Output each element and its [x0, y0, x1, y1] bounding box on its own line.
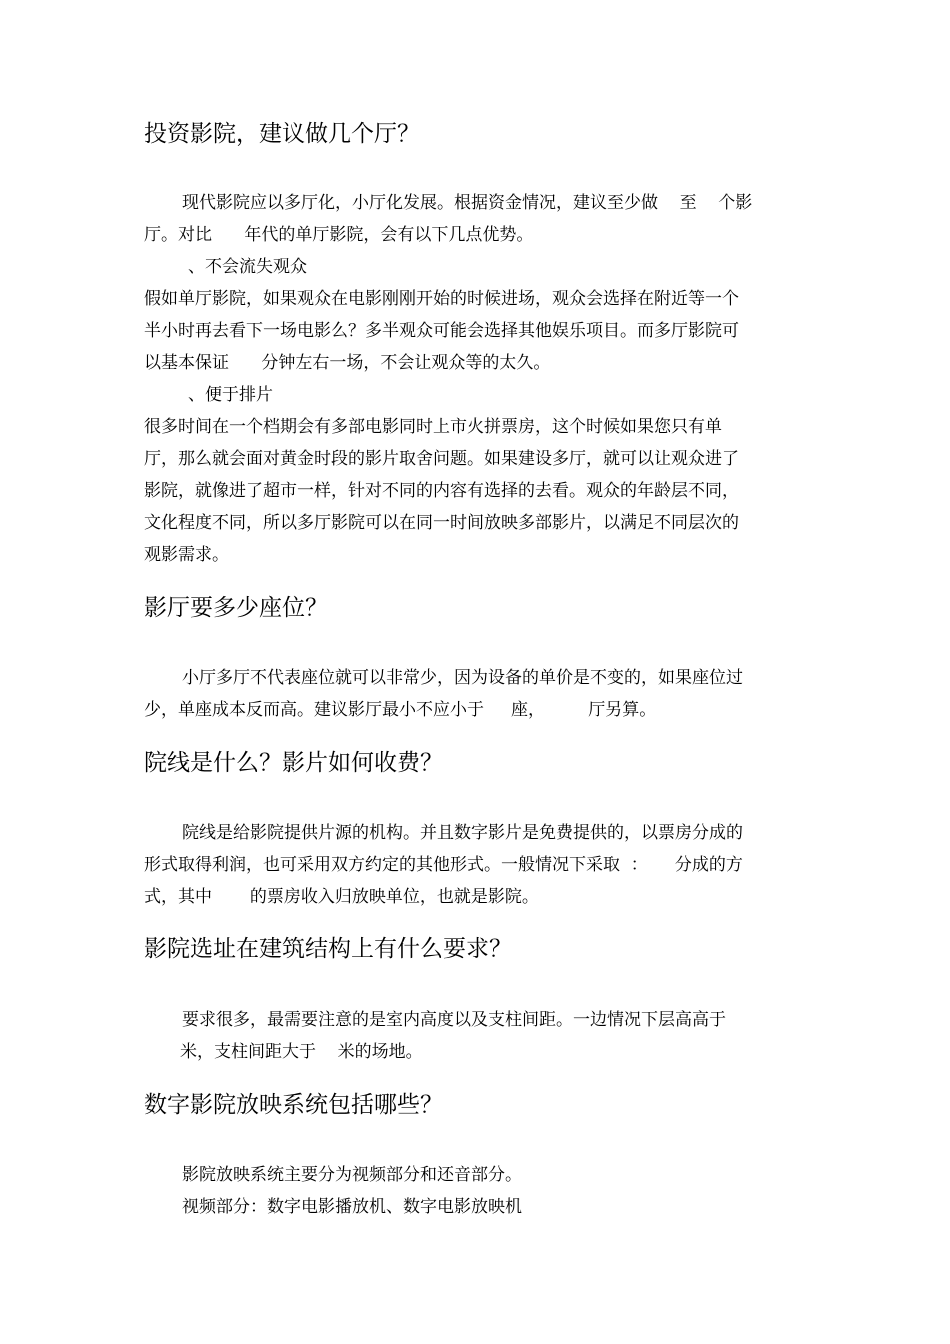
- paragraph-line: 以基本保证 分钟左右一场，不会让观众等的太久。: [144, 353, 551, 373]
- section-heading-investment: 投资影院，建议做几个厅？: [144, 121, 420, 147]
- paragraph-line: 小厅多厅不代表座位就可以非常少，因为设备的单价是不变的，如果座位过: [182, 668, 743, 688]
- paragraph-line: 影院放映系统主要分为视频部分和还音部分。: [182, 1165, 522, 1185]
- subheading-easy-scheduling: 、便于排片: [188, 385, 273, 405]
- paragraph-line: 很多时间在一个档期会有多部电影同时上市火拼票房，这个时候如果您只有单: [144, 417, 722, 437]
- paragraph-line: 米，支柱间距大于 米的场地。: [180, 1042, 423, 1062]
- paragraph-line: 半小时再去看下一场电影么？多半观众可能会选择其他娱乐项目。而多厅影院可: [144, 321, 739, 341]
- paragraph-line: 文化程度不同，所以多厅影院可以在同一时间放映多部影片，以满足不同层次的: [144, 513, 739, 533]
- paragraph-line: 式，其中 的票房收入归放映单位，也就是影院。: [144, 887, 539, 907]
- paragraph-line: 形式取得利润，也可采用双方约定的其他形式。一般情况下采取 ： 分成的方: [144, 855, 743, 875]
- paragraph-line: 假如单厅影院，如果观众在电影刚刚开始的时候进场，观众会选择在附近等一个: [144, 289, 739, 309]
- section-heading-projection-system: 数字影院放映系统包括哪些？: [144, 1092, 443, 1118]
- paragraph-line: 影院，就像进了超市一样，针对不同的内容有选择的去看。观众的年龄层不同，: [144, 481, 739, 501]
- paragraph-line: 要求很多，最需要注意的是室内高度以及支柱间距。一边情况下层高高于: [182, 1010, 726, 1030]
- paragraph-line: 视频部分：数字电影播放机、数字电影放映机: [182, 1197, 522, 1217]
- paragraph-line: 观影需求。: [144, 545, 229, 565]
- section-heading-site-requirements: 影院选址在建筑结构上有什么要求？: [144, 936, 512, 962]
- subheading-no-audience-loss: 、不会流失观众: [188, 257, 307, 277]
- paragraph-line: 现代影院应以多厅化，小厅化发展。根据资金情况，建议至少做 至 个影: [182, 193, 753, 213]
- section-heading-seats: 影厅要多少座位？: [144, 595, 328, 621]
- paragraph-line: 厅。对比 年代的单厅影院，会有以下几点优势。: [144, 225, 534, 245]
- paragraph-line: 少，单座成本反而高。建议影厅最小不应小于 座， 厅另算。: [144, 700, 657, 720]
- paragraph-line: 厅，那么就会面对黄金时段的影片取舍问题。如果建设多厅，就可以让观众进了: [144, 449, 739, 469]
- paragraph-line: 院线是给影院提供片源的机构。并且数字影片是免费提供的，以票房分成的: [182, 823, 743, 843]
- section-heading-theater-chain: 院线是什么？影片如何收费？: [144, 750, 443, 776]
